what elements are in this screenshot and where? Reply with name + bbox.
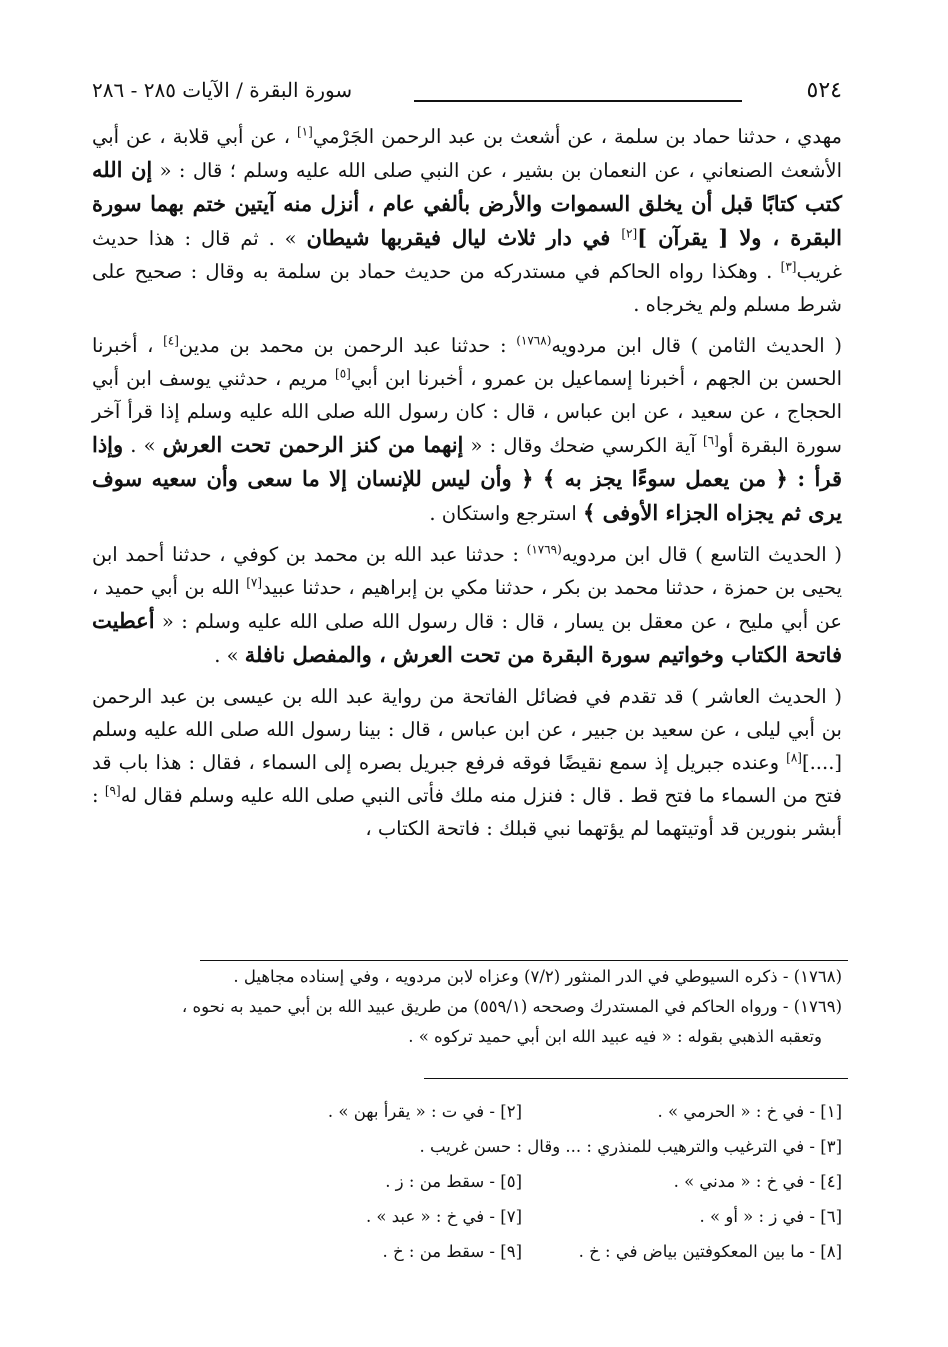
text-span: ، عن أبي قلابة ، عن أبي الأشعث الصنعاني ، عن النعمان بن بشير ، عن النبي صلى الله عليه وسلم ؛ قال : « (92, 125, 843, 182)
footnote-row (92, 1199, 842, 1234)
hadith-text-bold: إن الله كتب كتابًا قبل أن يخلق السموات والأرض بألفي عام ، أنزل منه آيتين ختم بهما سورة البقرة ، ولا [ يقرآن ] (92, 157, 842, 250)
footnote-ref: (١٧٦٨) (516, 333, 552, 348)
footnote-row (92, 1094, 842, 1129)
footnote-7: [٧] - في خ : « عبد » . (365, 1207, 522, 1226)
footnote-2: [٢] - في ت : « يقرأ بهن » . (327, 1102, 522, 1121)
footnote-row (92, 1129, 842, 1164)
footnote-separator-2 (424, 1078, 848, 1079)
text-span: » . ثم قال : هذا حديث غريب (92, 227, 842, 283)
text-span: : حدثنا عبد الرحمن بن محمد بن مدين (178, 334, 517, 357)
hadith-text-bold: في دار ثلاث ليال فيقربها شيطان (306, 225, 622, 250)
quran-text-bold: وإذا قرأ : ﴿ من يعمل سوءًا يجز به ﴾ ﴿ وأن ليس للإنسان إلا ما سعى وأن سعيه سوف يرى ثم يجزاه الجزاء الأوفى ﴾ (92, 432, 842, 525)
text-span: ( الحديث التاسع ) قال ابن مردويه (561, 543, 842, 566)
text-span: ، أخبرنا الحسن بن الجهم ، أخبرنا إسماعيل بن عمرو ، أخبرنا ابن أبي (92, 334, 843, 390)
footnote-ref: [٤] (163, 333, 179, 348)
paragraph-1 (92, 120, 842, 321)
header-rule (414, 100, 742, 102)
text-span: وعنده جبريل إذ سمع نقيضًا فوقه فرفع جبريل بصره إلى السماء ، فقال : هذا باب قد فتح من السماء ما فتح قط . قال : فنزل منه ملك فأتى النبي صلى الله عليه وسلم فقال له (92, 751, 842, 807)
footnote-ref: [٣] (780, 259, 797, 274)
footnote-row (92, 1234, 842, 1269)
footnote-9: [٩] - سقط من : خ . (382, 1242, 522, 1261)
bracketed-footnotes (92, 1094, 842, 1269)
footnote-1769-cont: وتعقبه الذهبي بقوله : « فيه عبيد الله ابن أبي حميد تركوه » . (408, 1027, 822, 1046)
numbered-footnotes (92, 962, 842, 1052)
hadith-text-bold: أعطيت فاتحة الكتاب وخواتيم سورة البقرة من تحت العرش ، والمفصل نافلة (92, 608, 842, 667)
footnote-4: [٤] - في خ : « مدني » . (673, 1172, 842, 1191)
footnote-1: [١] - في خ : « الحرمي » . (657, 1102, 842, 1121)
main-text (92, 120, 842, 851)
footnote-ref: [٩] (104, 783, 121, 798)
footnote-row (92, 1164, 842, 1199)
hadith-text-bold: إنهما من كنز الرحمن تحت العرش (162, 432, 464, 457)
text-span: : أبشر بنورين قد أوتيتهما لم يؤتهما نبي قبلك : فاتحة الكتاب ، (92, 784, 842, 840)
paragraph-3 (92, 538, 842, 672)
footnote-3: [٣] - في الترغيب والترهيب للمنذري : ... وقال : حسن غريب . (419, 1137, 842, 1156)
footnote-8: [٨] - ما بين المعكوفتين بياض في : خ . (578, 1242, 842, 1261)
footnote-5: [٥] - سقط من : ز . (385, 1172, 522, 1191)
footnote-1768: (١٧٦٨) - ذكره السيوطي في الدر المنثور (٧/٢) وعزاه لابن مردويه ، وفي إسناده مجاهيل . (233, 967, 842, 986)
page-header (92, 74, 842, 114)
footnote-separator (200, 960, 848, 961)
footnote-ref: (١٧٦٩) (526, 542, 562, 557)
footnote-ref: [٨] (786, 750, 802, 765)
page-number: ٥٢٤ (806, 78, 842, 103)
text-span: : حدثنا عبد الله بن محمد بن كوفي ، حدثنا أحمد ابن يحيى بن حمزة ، حدثنا محمد بن بكر ، حدثنا مكي بن إبراهيم ، حدثنا عبيد (92, 543, 843, 599)
text-span: الله بن أبي حميد ، عن أبي مليح ، عن معقل بن يسار ، قال : قال رسول الله صلى الله عليه وسلم : « (92, 576, 842, 633)
text-span: » . (214, 644, 245, 667)
footnote-ref: [٢] (621, 226, 638, 241)
footnote-ref: [٦] (702, 433, 719, 448)
text-span: مهدي ، حدثنا حماد بن سلمة ، عن أشعث بن عبد الرحمن الجَرْمي (312, 125, 842, 148)
footnote-ref: [١] (296, 124, 313, 139)
footnote-1769: (١٧٦٩) - ورواه الحاكم في المستدرك وصححه (٥٥٩/١) من طريق عبيد الله بن أبي حميد به نحوه ، (181, 997, 842, 1016)
text-span: آية الكرسي ضحك وقال : « (463, 434, 703, 457)
paragraph-2 (92, 329, 842, 530)
paragraph-4 (92, 680, 842, 845)
footnote-ref: [٥] (335, 366, 351, 381)
text-span: » . (123, 434, 163, 457)
text-span: . وهكذا رواه الحاكم في مستدركه من حديث حماد بن سلمة به وقال : صحيح على شرط مسلم ولم يخرجاه . (92, 260, 842, 316)
text-span: مريم ، حدثني يوسف ابن أبي الحجاج ، عن سعيد ، عن ابن عباس ، قال : كان رسول الله صلى الله عليه وسلم إذا قرأ آخر سورة البقرة أو (92, 367, 842, 457)
footnote-ref: [٧] (246, 575, 263, 590)
text-span: ( الحديث العاشر ) قد تقدم في فضائل الفاتحة من رواية عبد الله بن عيسى بن عبد الرحمن بن أبي ليلى ، عن سعيد بن جبير ، عن ابن عباس ، قال : بينا رسول الله صلى الله عليه وسلم [....] (92, 685, 842, 774)
text-span: ( الحديث الثامن ) قال ابن مردويه (551, 334, 842, 357)
text-span: استرجع واستكان . (429, 502, 584, 525)
footnote-6: [٦] - في ز : « أو » . (699, 1207, 842, 1226)
running-title: سورة البقرة / الآيات ٢٨٥ - ٢٨٦ (92, 78, 353, 102)
